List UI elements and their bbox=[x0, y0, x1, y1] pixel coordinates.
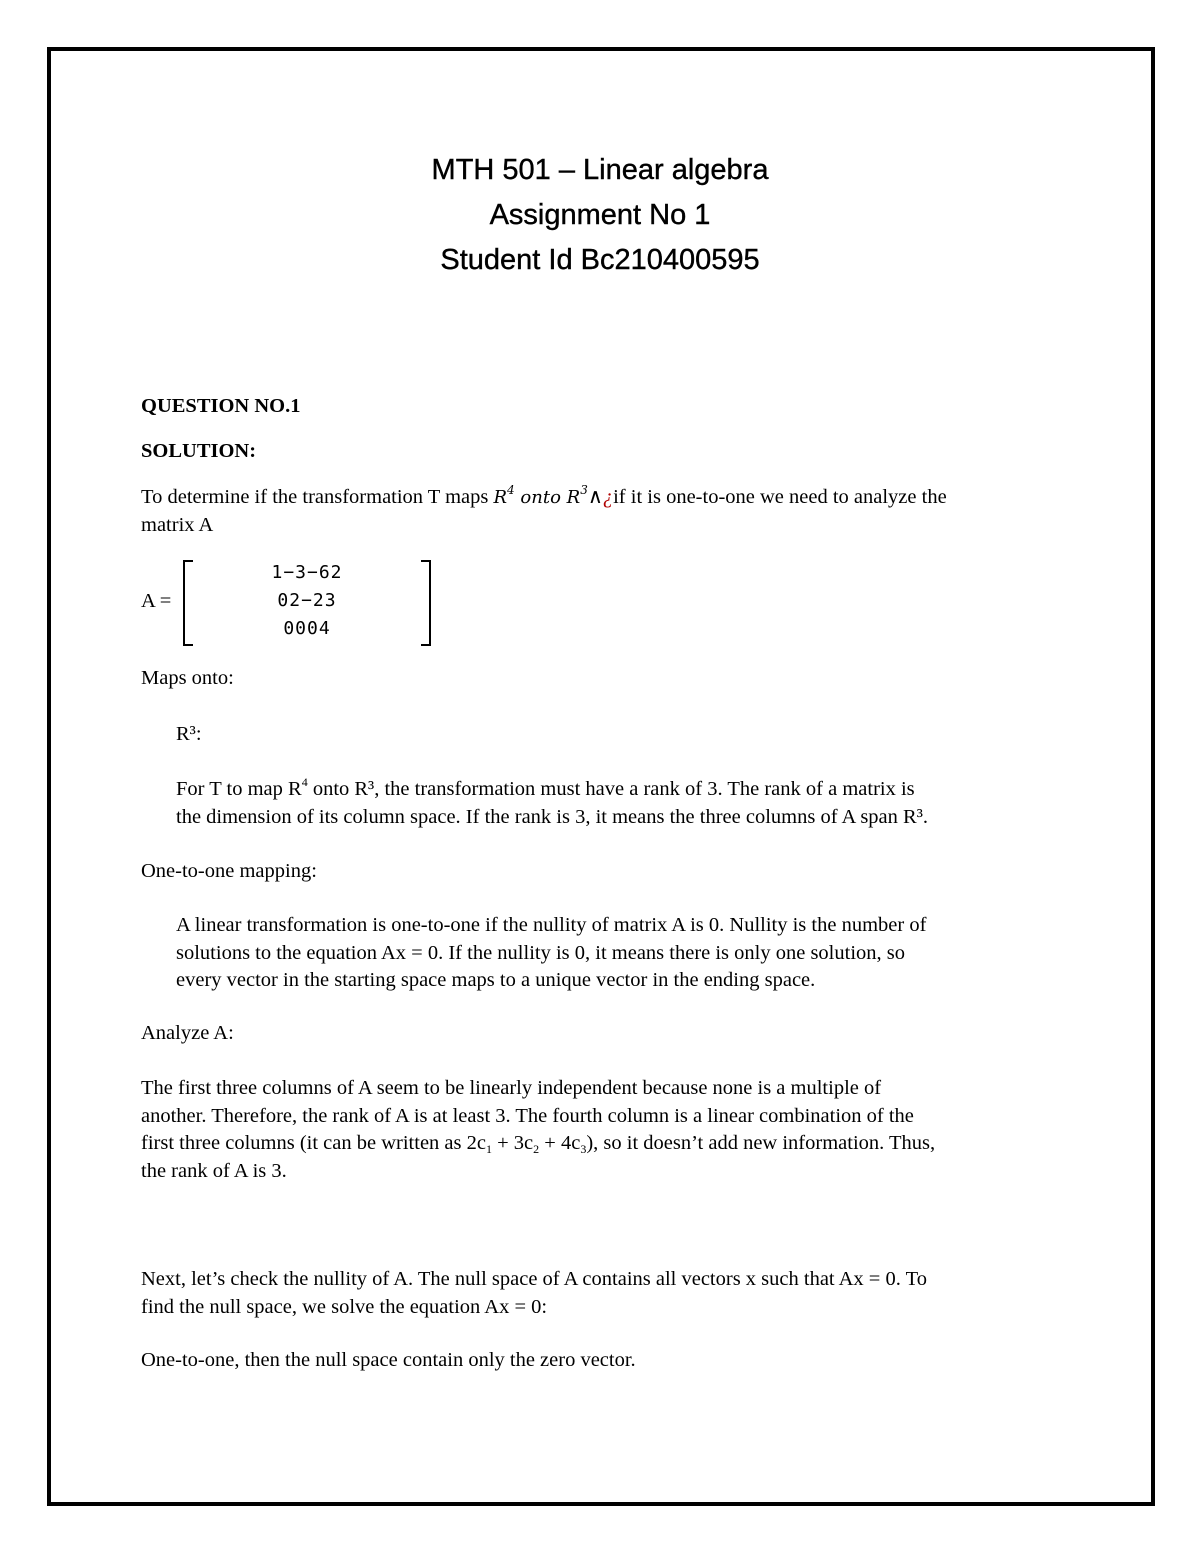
nullity-line-2: find the null space, we solve the equation Ax = 0: bbox=[141, 1295, 548, 1318]
analyze-line-3b: + 3c bbox=[491, 1132, 534, 1154]
one-to-one-line-1: A linear transformation is one-to-one if the nullity of matrix A is 0. Nullity is the number of bbox=[176, 914, 927, 936]
math-onto: onto bbox=[514, 487, 567, 508]
maps-onto-line-1b: onto R³, the transformation must have a rank of 3. The rank of a matrix is bbox=[307, 778, 915, 800]
one-to-one-line-2: solutions to the equation Ax = 0. If the nullity is 0, it means there is only one solution, so bbox=[176, 941, 906, 964]
maps-onto-paragraph bbox=[176, 776, 1106, 831]
analyze-sub-2: 2 bbox=[533, 1142, 540, 1156]
analyze-line-3 bbox=[141, 1130, 1101, 1158]
matrix-row-3: 0004 bbox=[283, 618, 331, 639]
analyze-sub-3: 3 bbox=[580, 1142, 587, 1156]
matrix-right-bracket bbox=[421, 560, 431, 646]
nullity-paragraph bbox=[141, 1266, 1101, 1321]
intro-text-b: if it is one-to-one we need to analyze the bbox=[613, 486, 947, 508]
matrix-row-2: 02−23 bbox=[277, 590, 337, 611]
intro-line-2: matrix A bbox=[141, 513, 214, 536]
one-to-one-paragraph bbox=[176, 912, 1106, 995]
analyze-line-4: the rank of A is 3. bbox=[141, 1159, 287, 1182]
math-r4-base: R bbox=[493, 487, 508, 508]
math-r4-sup: 4 bbox=[507, 483, 515, 497]
analyze-heading: Analyze A: bbox=[141, 1022, 234, 1044]
one-to-one-heading: One-to-one mapping: bbox=[141, 860, 317, 882]
analyze-line-3d: ), so it doesn’t add new information. Thus, bbox=[586, 1132, 936, 1154]
analyze-sub-1: 1 bbox=[485, 1142, 492, 1156]
maps-onto-line-2: the dimension of its column space. If the rank is 3, it means the three columns of A span R³. bbox=[176, 805, 928, 828]
matrix-row-1: 1−3−62 bbox=[271, 562, 343, 583]
math-r3 bbox=[566, 483, 588, 508]
intro-text-a: To determine if the transformation T maps bbox=[141, 486, 494, 508]
maps-onto-heading: Maps onto: bbox=[141, 667, 234, 689]
math-r4 bbox=[493, 483, 515, 508]
analyze-line-3c: + 4c bbox=[539, 1132, 581, 1154]
r3-subheading: R³: bbox=[176, 723, 202, 745]
maps-onto-line-1 bbox=[176, 776, 1106, 804]
document-title: MTH 501 – Linear algebra bbox=[431, 154, 769, 186]
maps-onto-sup: 4 bbox=[301, 775, 308, 789]
assignment-title: Assignment No 1 bbox=[489, 199, 711, 231]
analyze-line-3a: first three columns (it can be written as 2c bbox=[141, 1132, 486, 1154]
nullity-conclusion: One-to-one, then the null space contain only the zero vector. bbox=[141, 1349, 636, 1371]
maps-onto-line-1a: For T to map R bbox=[176, 778, 302, 800]
matrix-label: A = bbox=[141, 590, 172, 612]
math-r3-sup: 3 bbox=[580, 483, 588, 497]
intro-paragraph bbox=[141, 484, 1101, 539]
math-and-symbol: ∧ bbox=[587, 486, 603, 508]
student-id: Student Id Bc210400595 bbox=[440, 244, 760, 276]
math-error-symbol: ¿ bbox=[602, 486, 614, 508]
analyze-paragraph bbox=[141, 1075, 1101, 1185]
document-header bbox=[0, 148, 1200, 283]
math-r3-base: R bbox=[566, 487, 581, 508]
matrix-left-bracket bbox=[183, 560, 193, 646]
analyze-line-2: another. Therefore, the rank of A is at least 3. The fourth column is a linear combination of the bbox=[141, 1104, 914, 1127]
solution-label: SOLUTION: bbox=[141, 440, 257, 462]
intro-line-1 bbox=[141, 484, 1101, 512]
one-to-one-line-3: every vector in the starting space maps to a unique vector in the ending space. bbox=[176, 969, 816, 991]
nullity-line-1: Next, let’s check the nullity of A. The null space of A contains all vectors x such that Ax = 0. To bbox=[141, 1268, 927, 1290]
analyze-line-1: The first three columns of A seem to be linearly independent because none is a multiple of bbox=[141, 1077, 882, 1099]
question-label: QUESTION NO.1 bbox=[141, 395, 301, 417]
